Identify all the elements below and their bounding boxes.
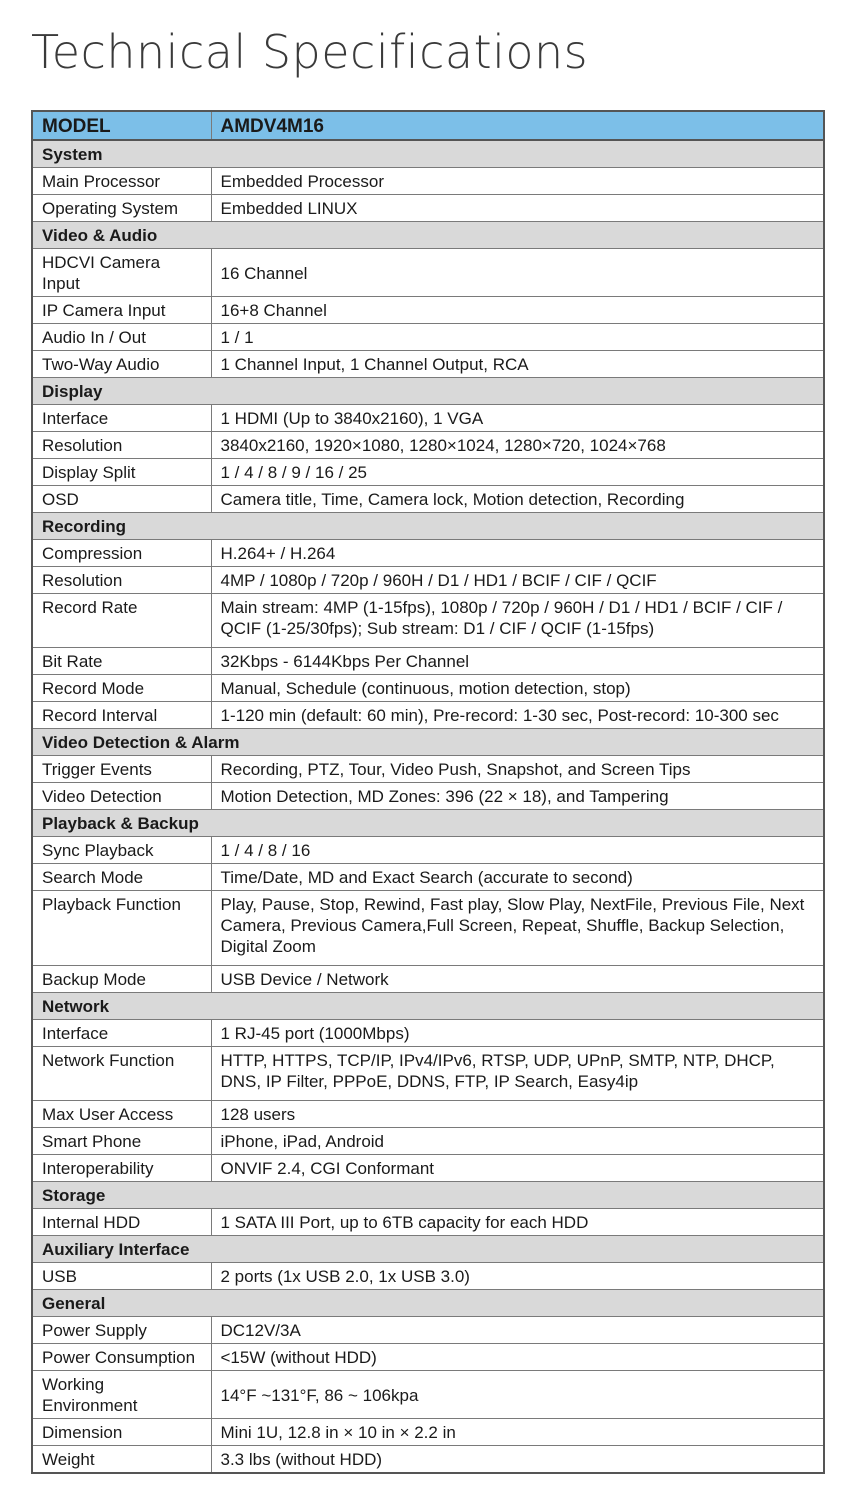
spec-value: 1 SATA III Port, up to 6TB capacity for each HDD: [211, 1209, 824, 1236]
spec-label: Smart Phone: [32, 1128, 211, 1155]
section-row: [32, 810, 824, 837]
spec-value: <15W (without HDD): [211, 1344, 824, 1371]
spec-label: Working Environment: [32, 1371, 211, 1419]
spec-row: [32, 540, 824, 567]
spec-value: 4MP / 1080p / 720p / 960H / D1 / HD1 / BCIF / CIF / QCIF: [211, 567, 824, 594]
spec-value: HTTP, HTTPS, TCP/IP, IPv4/IPv6, RTSP, UDP, UPnP, SMTP, NTP, DHCP, DNS, IP Filter, PPPoE, DDNS, FTP, IP Search, Easy4ip: [211, 1047, 824, 1101]
spec-row: [32, 486, 824, 513]
spec-value: 1 / 4 / 8 / 16: [211, 837, 824, 864]
spec-row: [32, 1263, 824, 1290]
section-title: Playback & Backup: [32, 810, 824, 837]
spec-label: Audio In / Out: [32, 324, 211, 351]
spec-value: Embedded Processor: [211, 168, 824, 195]
section-row: [32, 1290, 824, 1317]
spec-label: Weight: [32, 1446, 211, 1474]
spec-row: [32, 756, 824, 783]
spec-label: Video Detection: [32, 783, 211, 810]
section-row: [32, 222, 824, 249]
section-row: [32, 140, 824, 168]
spec-row: [32, 432, 824, 459]
spec-row: [32, 648, 824, 675]
spec-value: Main stream: 4MP (1-15fps), 1080p / 720p / 960H / D1 / HD1 / BCIF / CIF / QCIF (1-25/30fps); Sub stream: D1 / CIF / QCIF (1-15fps): [211, 594, 824, 648]
section-title: Network: [32, 993, 824, 1020]
spec-row: [32, 1128, 824, 1155]
spec-label: HDCVI Camera Input: [32, 249, 211, 297]
spec-row: [32, 1371, 824, 1419]
spec-label: Network Function: [32, 1047, 211, 1101]
spec-label: Internal HDD: [32, 1209, 211, 1236]
spec-value: 16+8 Channel: [211, 297, 824, 324]
spec-value: DC12V/3A: [211, 1317, 824, 1344]
spec-label: Operating System: [32, 195, 211, 222]
spec-value: Camera title, Time, Camera lock, Motion detection, Recording: [211, 486, 824, 513]
spec-label: Playback Function: [32, 891, 211, 966]
spec-value: 1 / 1: [211, 324, 824, 351]
spec-value: 1 RJ-45 port (1000Mbps): [211, 1020, 824, 1047]
spec-value: Recording, PTZ, Tour, Video Push, Snapshot, and Screen Tips: [211, 756, 824, 783]
spec-row: [32, 1209, 824, 1236]
spec-table: [31, 110, 825, 1474]
spec-label: Max User Access: [32, 1101, 211, 1128]
spec-value: 32Kbps - 6144Kbps Per Channel: [211, 648, 824, 675]
spec-value: H.264+ / H.264: [211, 540, 824, 567]
spec-value: Embedded LINUX: [211, 195, 824, 222]
spec-value: 1 HDMI (Up to 3840x2160), 1 VGA: [211, 405, 824, 432]
section-title: Recording: [32, 513, 824, 540]
spec-label: Record Mode: [32, 675, 211, 702]
section-title: Display: [32, 378, 824, 405]
spec-label: Compression: [32, 540, 211, 567]
spec-label: Record Interval: [32, 702, 211, 729]
spec-row: [32, 1155, 824, 1182]
spec-row: [32, 1419, 824, 1446]
spec-row: [32, 567, 824, 594]
spec-label: Main Processor: [32, 168, 211, 195]
spec-value: 1-120 min (default: 60 min), Pre-record: 1-30 sec, Post-record: 10-300 sec: [211, 702, 824, 729]
spec-label: Power Supply: [32, 1317, 211, 1344]
section-title: Storage: [32, 1182, 824, 1209]
spec-row: [32, 195, 824, 222]
spec-row: [32, 1047, 824, 1101]
spec-label: Interface: [32, 405, 211, 432]
section-title: System: [32, 140, 824, 168]
spec-label: Bit Rate: [32, 648, 211, 675]
spec-row: [32, 249, 824, 297]
spec-row: [32, 1020, 824, 1047]
spec-row: [32, 324, 824, 351]
section-row: [32, 513, 824, 540]
spec-value: 3840x2160, 1920×1080, 1280×1024, 1280×720, 1024×768: [211, 432, 824, 459]
spec-value: 2 ports (1x USB 2.0, 1x USB 3.0): [211, 1263, 824, 1290]
spec-row: [32, 297, 824, 324]
section-title: General: [32, 1290, 824, 1317]
spec-label: USB: [32, 1263, 211, 1290]
spec-value: Motion Detection, MD Zones: 396 (22 × 18), and Tampering: [211, 783, 824, 810]
spec-label: Resolution: [32, 432, 211, 459]
spec-label: Sync Playback: [32, 837, 211, 864]
spec-row: [32, 1101, 824, 1128]
spec-row: [32, 405, 824, 432]
section-title: Video & Audio: [32, 222, 824, 249]
section-row: [32, 729, 824, 756]
page-title: Technical Specifications: [31, 25, 589, 79]
spec-label: Interoperability: [32, 1155, 211, 1182]
spec-value: USB Device / Network: [211, 966, 824, 993]
spec-label: OSD: [32, 486, 211, 513]
spec-label: Search Mode: [32, 864, 211, 891]
table-header-row: [32, 111, 824, 140]
spec-label: Dimension: [32, 1419, 211, 1446]
model-value: AMDV4M16: [211, 111, 824, 140]
spec-row: [32, 702, 824, 729]
spec-value: 16 Channel: [211, 249, 824, 297]
spec-row: [32, 783, 824, 810]
spec-label: Backup Mode: [32, 966, 211, 993]
spec-value: 14°F ~131°F, 86 ~ 106kpa: [211, 1371, 824, 1419]
section-row: [32, 378, 824, 405]
spec-value: 1 Channel Input, 1 Channel Output, RCA: [211, 351, 824, 378]
spec-value: Play, Pause, Stop, Rewind, Fast play, Slow Play, NextFile, Previous File, Next Camera, Previous Camera,Full Screen, Repeat, Shuffle, Backup Selection, Digital Zoom: [211, 891, 824, 966]
spec-label: Two-Way Audio: [32, 351, 211, 378]
spec-row: [32, 1344, 824, 1371]
spec-value: 1 / 4 / 8 / 9 / 16 / 25: [211, 459, 824, 486]
section-row: [32, 1236, 824, 1263]
spec-label: Display Split: [32, 459, 211, 486]
spec-label: Power Consumption: [32, 1344, 211, 1371]
spec-value: Mini 1U, 12.8 in × 10 in × 2.2 in: [211, 1419, 824, 1446]
spec-row: [32, 864, 824, 891]
spec-row: [32, 1317, 824, 1344]
spec-value: Time/Date, MD and Exact Search (accurate to second): [211, 864, 824, 891]
spec-value: iPhone, iPad, Android: [211, 1128, 824, 1155]
spec-label: Interface: [32, 1020, 211, 1047]
spec-label: Record Rate: [32, 594, 211, 648]
spec-label: Trigger Events: [32, 756, 211, 783]
spec-value: 128 users: [211, 1101, 824, 1128]
spec-value: ONVIF 2.4, CGI Conformant: [211, 1155, 824, 1182]
spec-row: [32, 675, 824, 702]
spec-row: [32, 594, 824, 648]
spec-row: [32, 168, 824, 195]
spec-label: Resolution: [32, 567, 211, 594]
spec-row: [32, 891, 824, 966]
spec-row: [32, 459, 824, 486]
spec-label: IP Camera Input: [32, 297, 211, 324]
spec-row: [32, 351, 824, 378]
section-title: Video Detection & Alarm: [32, 729, 824, 756]
spec-value: 3.3 lbs (without HDD): [211, 1446, 824, 1474]
model-label: MODEL: [32, 111, 211, 140]
spec-value: Manual, Schedule (continuous, motion detection, stop): [211, 675, 824, 702]
section-row: [32, 993, 824, 1020]
section-row: [32, 1182, 824, 1209]
section-title: Auxiliary Interface: [32, 1236, 824, 1263]
spec-row: [32, 837, 824, 864]
spec-row: [32, 966, 824, 993]
spec-row: [32, 1446, 824, 1474]
